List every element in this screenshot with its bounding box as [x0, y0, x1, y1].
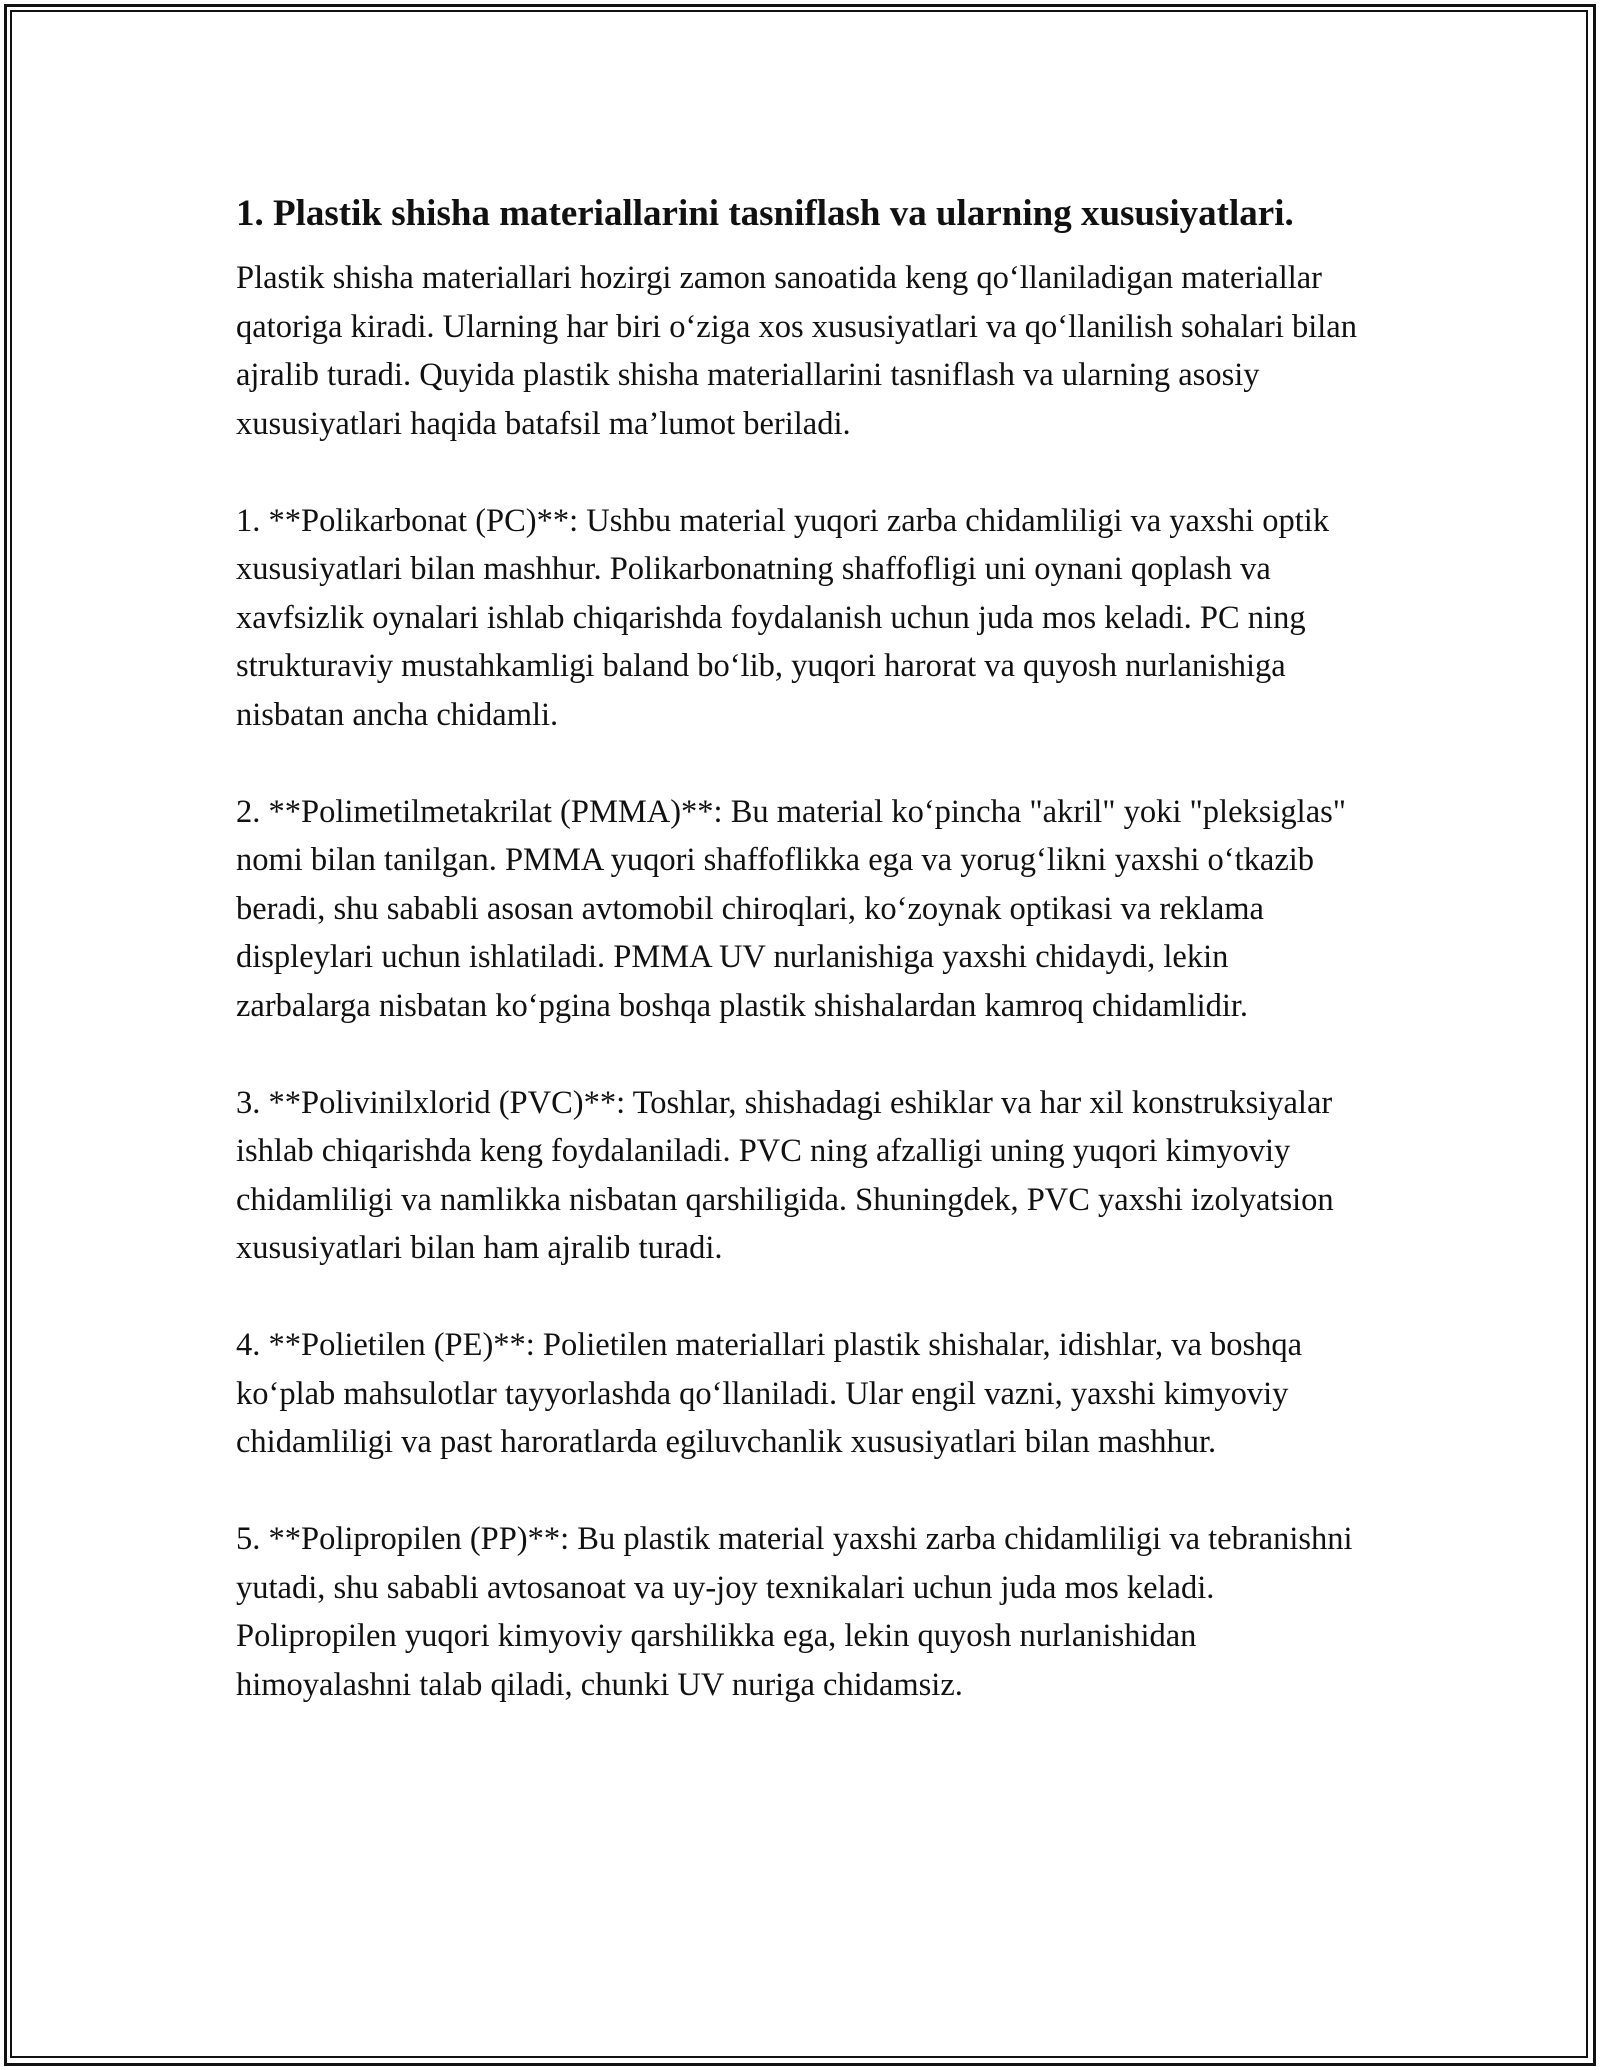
document-title: 1. Plastik shisha materiallarini tasniflash va ularning xususiyatlari.: [236, 193, 1294, 234]
paragraph-pvc: 3. **Polivinilxlorid (PVC)**: Toshlar, shishadagi eshiklar va har xil konstruksiyalar ishlab chiqarishda keng foydalaniladi. PVC ning afzalligi uning yuqori kimyoviy chidamliligi va namlikka nisbatan qarshiligida. Shuningdek, PVC yaxshi izolyatsion xususiyatlari bilan ham ajralib turadi.: [236, 1084, 1334, 1266]
paragraph-polikarbonat: 1. **Polikarbonat (PC)**: Ushbu material yuqori zarba chidamliligi va yaxshi optik xususiyatlari bilan mashhur. Polikarbonatning shaffofligi uni oynani qoplash va xavfsizlik oynalari ishlab chiqarishda foydalanish uchun juda mos keladi. PC ning strukturaviy mustahkamligi baland bo‘lib, yuqori harorat va quyosh nurlanishiga nisbatan ancha chidamli.: [236, 502, 1330, 733]
paragraph-polipropilen: 5. **Polipropilen (PP)**: Bu plastik material yaxshi zarba chidamliligi va tebranishni yutadi, shu sababli avtosanoat va uy-joy texnikalari uchun juda mos keladi. Polipropilen yuqori kimyoviy qarshilikka ega, lekin quyosh nurlanishidan himoyalashni talab qiladi, chunki UV nuriga chidamsiz.: [236, 1521, 1353, 1703]
document-body: [236, 186, 1366, 1758]
intro-paragraph: Plastik shisha materiallari hozirgi zamon sanoatida keng qo‘llaniladigan materiallar qatoriga kiradi. Ularning har biri o‘ziga xos xususiyatlari va qo‘llanilish sohalari bilan ajralib turadi. Quyida plastik shisha materiallarini tasniflash va ularning asosiy xususiyatlari haqida batafsil ma’lumot beriladi.: [236, 260, 1357, 442]
paragraph-pmma: 2. **Polimetilmetakrilat (PMMA)**: Bu material ko‘pincha "akril" yoki "pleksiglas" nomi bilan tanilgan. PMMA yuqori shaffoflikka ega va yorug‘likni yaxshi o‘tkazib beradi, shu sababli asosan avtomobil chiroqlari, ko‘zoynak optikasi va reklama displeylari uchun ishlatiladi. PMMA UV nurlanishiga yaxshi chidaydi, lekin zarbalarga nisbatan ko‘pgina boshqa plastik shishalardan kamroq chidamlidir.: [236, 793, 1347, 1024]
paragraph-polietilen: 4. **Polietilen (PE)**: Polietilen materiallari plastik shishalar, idishlar, va boshqa ko‘plab mahsulotlar tayyorlashda qo‘llaniladi. Ular engil vazni, yaxshi kimyoviy chidamliligi va past haroratlarda egiluvchanlik xususiyatlari bilan mashhur.: [236, 1327, 1303, 1460]
